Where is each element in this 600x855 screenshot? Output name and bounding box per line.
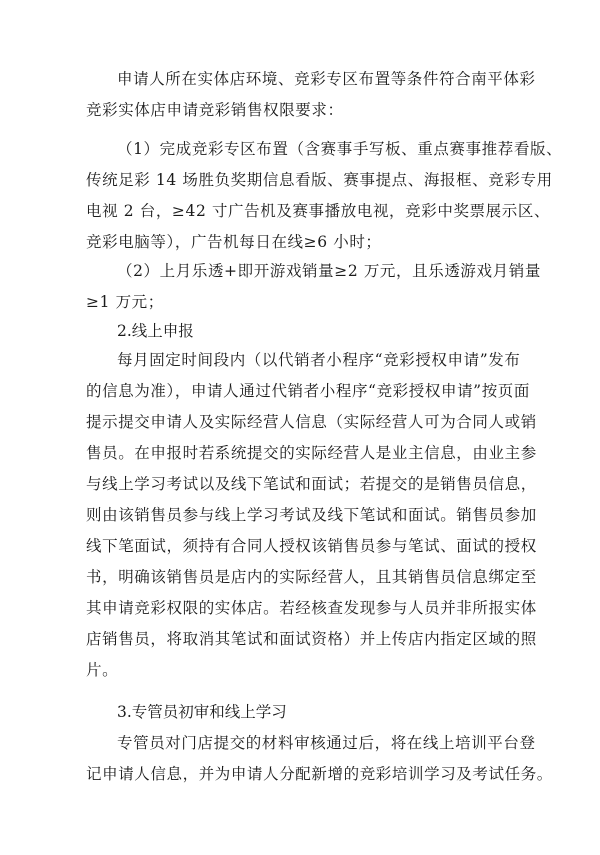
text-line: 每月固定时间段内（以代销者小程序“竞彩授权申请”发布 [117, 351, 521, 369]
paragraph-online-application [86, 345, 542, 686]
text-line: 线下笔面试，须持有合同人授权该销售员参与笔试、面试的授权 [86, 537, 537, 555]
paragraph-requirement-2 [86, 256, 542, 318]
section-heading-online-application: 2.线上申报 [117, 322, 194, 340]
text-line: 电视 2 台，≥42 寸广告机及赛事播放电视，竞彩中奖票展示区、 [86, 202, 551, 220]
text-line: 则由该销售员参与线上学习考试及线下笔试和面试。销售员参加 [86, 506, 537, 524]
text-line: 片。 [86, 661, 119, 679]
text-line: 售员。在申报时若系统提交的实际经营人是业主信息，由业主参 [86, 444, 537, 462]
text-line: 的信息为准），申请人通过代销者小程序“竞彩授权申请”按页面 [86, 382, 530, 400]
text-line: （1）完成竞彩专区布置（含赛事手写板、重点赛事推荐看版、 [117, 140, 563, 158]
text-line: 店销售员，将取消其笔试和面试资格）并上传店内指定区域的照 [86, 630, 537, 648]
text-line: 竞彩实体店申请竞彩销售权限要求： [86, 101, 344, 119]
text-line: 其申请竞彩权限的实体店。若经核查发现参与人员并非所报实体 [86, 599, 537, 617]
paragraph-initial-review [86, 728, 553, 790]
text-line: 专管员对门店提交的材料审核通过后，将在线上培训平台登 [117, 734, 536, 752]
text-line: 传统足彩 14 场胜负奖期信息看版、赛事提点、海报框、竞彩专用 [86, 171, 553, 189]
text-line: 与线上学习考试以及线下笔试和面试；若提交的是销售员信息， [86, 475, 537, 493]
text-line: ≥1 万元； [86, 293, 164, 311]
text-line: 竞彩电脑等），广告机每日在线≥6 小时； [86, 233, 382, 251]
text-line: 书，明确该销售员是店内的实际经营人，且其销售员信息绑定至 [86, 568, 537, 586]
section-heading-initial-review: 3.专管员初审和线上学习 [117, 703, 287, 721]
text-line: 记申请人信息，并为申请人分配新增的竞彩培训学习及考试任务。 [86, 765, 553, 783]
text-line: （2）上月乐透+即开游戏销量≥2 万元，且乐透游戏月销量 [117, 262, 541, 280]
text-line: 申请人所在实体店环境、竞彩专区布置等条件符合南平体彩 [117, 70, 536, 88]
paragraph-requirement-1 [86, 134, 563, 258]
paragraph-requirements-intro [86, 64, 542, 126]
text-line: 提示提交申请人及实际经营人信息（实际经营人可为合同人或销 [86, 413, 537, 431]
